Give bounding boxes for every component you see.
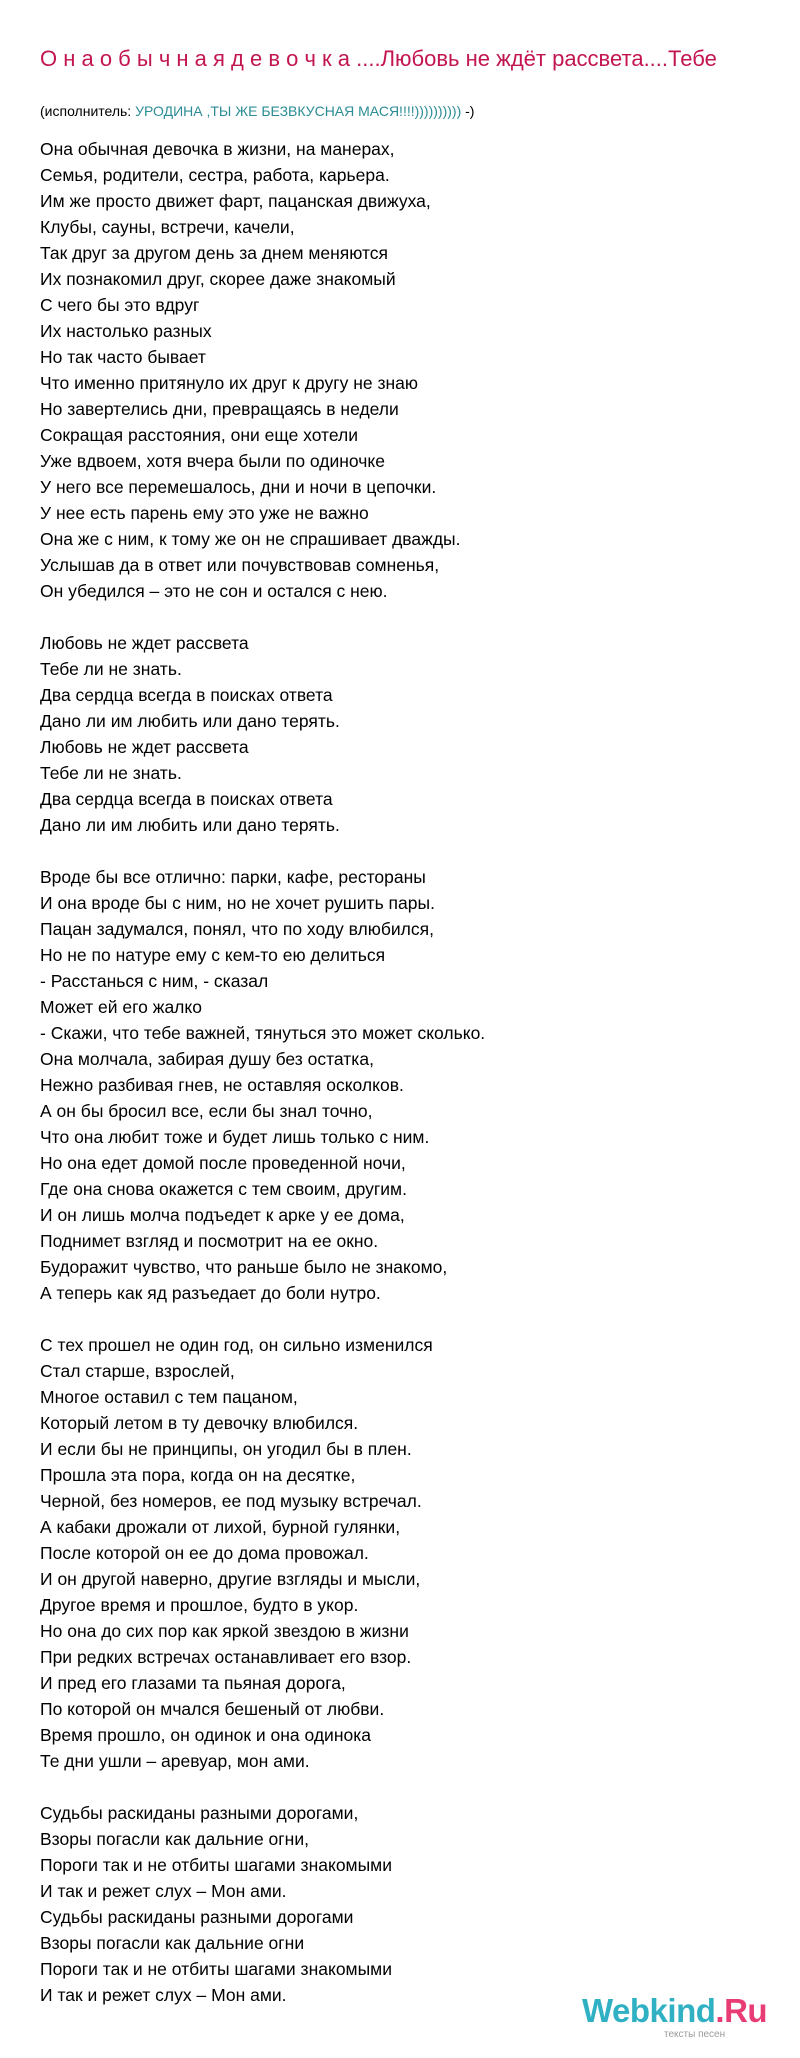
lyrics-line: Нежно разбивая гнев, не оставляя осколков. xyxy=(40,1075,404,1095)
lyrics-line: Стал старше, взрослей, xyxy=(40,1361,235,1381)
lyrics-line: А кабаки дрожали от лихой, бурной гулянки, xyxy=(40,1517,401,1537)
lyrics-line: Что она любит тоже и будет лишь только с ним. xyxy=(40,1127,430,1147)
lyrics-line: Два сердца всегда в поисках ответа xyxy=(40,685,333,705)
logo-tagline: тексты песен xyxy=(664,2029,726,2040)
lyrics-line: И так и режет слух – Мон ами. xyxy=(40,1985,287,2005)
lyrics-line: Дано ли им любить или дано терять. xyxy=(40,711,340,731)
lyrics-line: Их познакомил друг, скорее даже знакомый xyxy=(40,269,396,289)
lyrics-line: Вроде бы все отлично: парки, кафе, рестораны xyxy=(40,867,426,887)
lyrics-line: Их настолько разных xyxy=(40,321,212,341)
lyrics-line: После которой он ее до дома провожал. xyxy=(40,1543,369,1563)
lyrics-stanza xyxy=(40,864,760,1306)
lyrics-line: Многое оставил с тем пацаном, xyxy=(40,1387,298,1407)
lyrics-line: Она обычная девочка в жизни, на манерах, xyxy=(40,139,395,159)
lyrics-line: И так и режет слух – Мон ами. xyxy=(40,1881,287,1901)
lyrics-line: - Расстанься с ним, - сказал xyxy=(40,971,269,991)
lyrics-line: Те дни ушли – аревуар, мон ами. xyxy=(40,1751,310,1771)
lyrics-line: Он убедился – это не сон и остался с нею. xyxy=(40,581,388,601)
lyrics-body xyxy=(40,136,760,2034)
lyrics-line: Семья, родители, сестра, работа, карьера. xyxy=(40,165,390,185)
lyrics-line: Прошла эта пора, когда он на десятке, xyxy=(40,1465,356,1485)
lyrics-line: Но она едет домой после проведенной ночи, xyxy=(40,1153,406,1173)
lyrics-line: Будоражит чувство, что раньше было не знакомо, xyxy=(40,1257,448,1277)
lyrics-line: И он лишь молча подъедет к арке у ее дома, xyxy=(40,1205,405,1225)
lyrics-line: Что именно притянуло их друг к другу не знаю xyxy=(40,373,418,393)
lyrics-line: Дано ли им любить или дано терять. xyxy=(40,815,340,835)
lyrics-line: У нее есть парень ему это уже не важно xyxy=(40,503,369,523)
lyrics-line: Но не по натуре ему с кем-то ею делиться xyxy=(40,945,386,965)
lyrics-line: Взоры погасли как дальние огни xyxy=(40,1933,305,1953)
lyrics-line: - Скажи, что тебе важней, тянуться это может сколько. xyxy=(40,1023,486,1043)
lyrics-stanza xyxy=(40,136,760,604)
performer-suffix: -) xyxy=(461,103,475,119)
lyrics-line: Пацан задумался, понял, что по ходу влюбился, xyxy=(40,919,434,939)
lyrics-line: С тех прошел не один год, он сильно изменился xyxy=(40,1335,433,1355)
lyrics-line: И он другой наверно, другие взгляды и мысли, xyxy=(40,1569,421,1589)
lyrics-line: А теперь как яд разъедает до боли нутро. xyxy=(40,1283,381,1303)
logo-domain: .Ru xyxy=(715,1992,768,2029)
lyrics-line: С чего бы это вдруг xyxy=(40,295,200,315)
lyrics-line: Где она снова окажется с тем своим, другим. xyxy=(40,1179,407,1199)
site-logo[interactable] xyxy=(582,1991,772,2047)
lyrics-line: Судьбы раскиданы разными дорогами, xyxy=(40,1803,359,1823)
lyrics-line: Им же просто движет фарт, пацанская движуха, xyxy=(40,191,431,211)
lyrics-line: И она вроде бы с ним, но не хочет рушить пары. xyxy=(40,893,435,913)
lyrics-line: Она молчала, забирая душу без остатка, xyxy=(40,1049,374,1069)
lyrics-line: При редких встречах останавливает его взор. xyxy=(40,1647,412,1667)
lyrics-stanza xyxy=(40,630,760,838)
lyrics-line: И если бы не принципы, он угодил бы в плен. xyxy=(40,1439,412,1459)
lyrics-line: Черной, без номеров, ее под музыку встречал. xyxy=(40,1491,422,1511)
lyrics-line: Но так часто бывает xyxy=(40,347,206,367)
lyrics-line: Она же с ним, к тому же он не спрашивает дважды. xyxy=(40,529,461,549)
lyrics-line: Взоры погасли как дальние огни, xyxy=(40,1829,309,1849)
lyrics-line: Пороги так и не отбиты шагами знакомыми xyxy=(40,1855,392,1875)
lyrics-line: Клубы, сауны, встречи, качели, xyxy=(40,217,295,237)
lyrics-line: И пред его глазами та пьяная дорога, xyxy=(40,1673,346,1693)
lyrics-line: Тебе ли не знать. xyxy=(40,659,182,679)
performer-prefix: (исполнитель: xyxy=(40,103,136,119)
lyrics-stanza xyxy=(40,1332,760,1774)
page-title: О н а о б ы ч н а я д е в о ч к а ....Любовь не ждёт рассвета....Тебе xyxy=(40,46,717,71)
lyrics-line: Может ей его жалко xyxy=(40,997,202,1017)
lyrics-line: Сокращая расстояния, они еще хотели xyxy=(40,425,359,445)
lyrics-line: Но она до сих пор как яркой звездою в жизни xyxy=(40,1621,409,1641)
lyrics-line: Уже вдвоем, хотя вчера были по одиночке xyxy=(40,451,385,471)
lyrics-line: Поднимет взгляд и посмотрит на ее окно. xyxy=(40,1231,379,1251)
lyrics-line: Пороги так и не отбиты шагами знакомыми xyxy=(40,1959,392,1979)
lyrics-line: Который летом в ту девочку влюбился. xyxy=(40,1413,359,1433)
lyrics-line: Тебе ли не знать. xyxy=(40,763,182,783)
lyrics-line: Любовь не ждет рассвета xyxy=(40,633,249,653)
lyrics-line: У него все перемешалось, дни и ночи в цепочки. xyxy=(40,477,437,497)
lyrics-line: Другое время и прошлое, будто в укор. xyxy=(40,1595,359,1615)
lyrics-line: Так друг за другом день за днем меняются xyxy=(40,243,389,263)
logo-name: Webkind xyxy=(582,1992,716,2029)
lyrics-stanza xyxy=(40,1800,760,2008)
artist-link[interactable]: УРОДИНА ,ТЫ ЖЕ БЕЗВКУСНАЯ МАСЯ!!!!)))))))))) xyxy=(135,103,462,119)
lyrics-line: А он бы бросил все, если бы знал точно, xyxy=(40,1101,373,1121)
lyrics-line: Судьбы раскиданы разными дорогами xyxy=(40,1907,354,1927)
lyrics-line: Два сердца всегда в поисках ответа xyxy=(40,789,333,809)
lyrics-line: Но завертелись дни, превращаясь в недели xyxy=(40,399,399,419)
lyrics-line: Услышав да в ответ или почувствовав сомненья, xyxy=(40,555,440,575)
logo-wordmark xyxy=(582,1991,767,2031)
performer-line xyxy=(40,102,474,120)
lyrics-line: Любовь не ждет рассвета xyxy=(40,737,249,757)
lyrics-line: Время прошло, он одинок и она одинока xyxy=(40,1725,371,1745)
lyrics-line: По которой он мчался бешеный от любви. xyxy=(40,1699,385,1719)
